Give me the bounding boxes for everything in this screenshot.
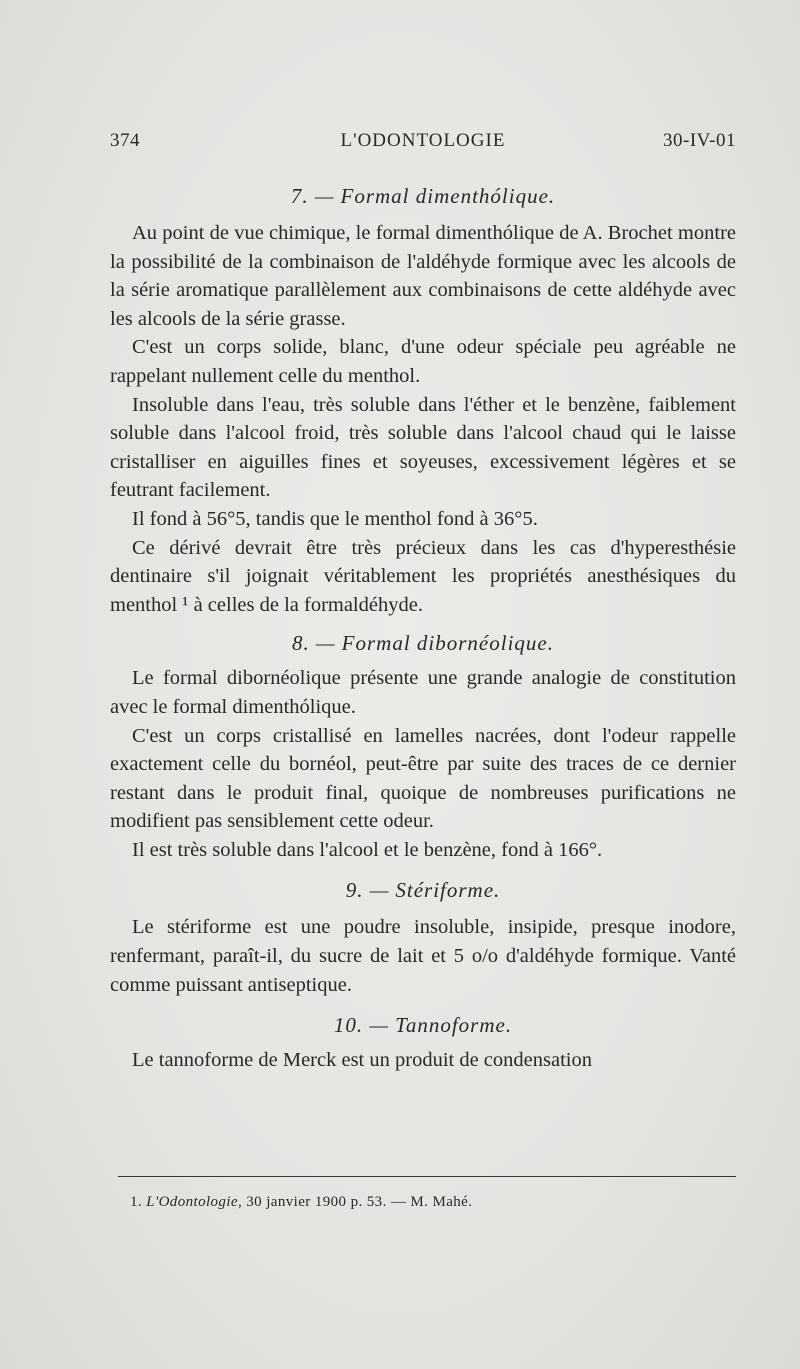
- footnote: [130, 1194, 472, 1211]
- section-heading: [110, 172, 736, 219]
- section-7: [110, 172, 736, 619]
- paragraph: Insoluble dans l'eau, très soluble dans l'éther et le benzène, faiblement soluble dans l'alcool froid, très soluble dans l'alcool chaud qui le laisse cristalliser en aiguilles fines et soyeuses, excessivement légères et se feutrant facilement.: [110, 393, 736, 502]
- section-number: 8. —: [291, 631, 336, 656]
- section-heading: [110, 864, 736, 913]
- section-number: 10. —: [333, 1013, 390, 1038]
- footnote-text: 30 janvier 1900 p. 53. — M. Mahé.: [246, 1194, 473, 1210]
- section-10: [110, 999, 736, 1075]
- section-8: [110, 619, 736, 864]
- section-number: 7. —: [290, 184, 335, 208]
- running-header: [110, 130, 736, 154]
- issue-date: 30-IV-01: [663, 130, 736, 151]
- section-title: Formal dibornéolique.: [341, 631, 554, 656]
- section-number: 9. —: [345, 878, 390, 903]
- paragraph: Il est très soluble dans l'alcool et le benzène, fond à 166°.: [132, 838, 603, 861]
- section-heading: [110, 619, 736, 664]
- paragraph: Le formal dibornéolique présente une grande analogie de constitution avec le formal dimenthólique.: [110, 667, 736, 718]
- paragraph: Le tannoforme de Merck est un produit de condensation: [132, 1049, 592, 1072]
- journal-title: L'ODONTOLOGIE: [340, 130, 506, 151]
- paragraph: C'est un corps cristallisé en lamelles nacrées, dont l'odeur rappelle exactement celle du bornéol, peut-être par suite des traces de ce dernier restant dans le produit final, quoique de nombreuses purifications ne modifient pas sensiblement cette odeur.: [110, 724, 736, 833]
- paragraph: Au point de vue chimique, le formal dimenthólique de A. Brochet montre la possibilité de la combinaison de l'aldéhyde formique avec les alcools de la série aromatique parallèlement aux combinaisons de cette aldéhyde avec les alcools de la série grasse.: [110, 222, 736, 330]
- page-number: 374: [110, 130, 140, 151]
- footnote-divider: [118, 1176, 736, 1177]
- paragraph: C'est un corps solide, blanc, d'une odeur spéciale peu agréable ne rappelant nullement celle du menthol.: [110, 336, 736, 387]
- paragraph: Le stériforme est une poudre insoluble, insipide, presque inodore, renfermant, paraît-il, du sucre de lait et 5 o/o d'aldéhyde formique. Vanté comme puissant antiseptique.: [110, 916, 736, 996]
- footnote-source: L'Odontologie,: [146, 1194, 243, 1210]
- section-9: [110, 864, 736, 999]
- section-heading: [110, 999, 736, 1046]
- section-title: Stériforme.: [395, 878, 501, 903]
- footnote-marker: 1.: [130, 1194, 143, 1210]
- article-body: [110, 172, 736, 1075]
- paragraph: Il fond à 56°5, tandis que le menthol fond à 36°5.: [132, 507, 538, 530]
- section-title: Tannoforme.: [395, 1013, 513, 1038]
- paragraph: Ce dérivé devrait être très précieux dans les cas d'hyperesthésie dentinaire s'il joignait véritablement les propriétés anesthésiques du menthol ¹ à celles de la formaldéhyde.: [110, 536, 736, 616]
- section-title: Formal dimenthólique.: [340, 184, 556, 208]
